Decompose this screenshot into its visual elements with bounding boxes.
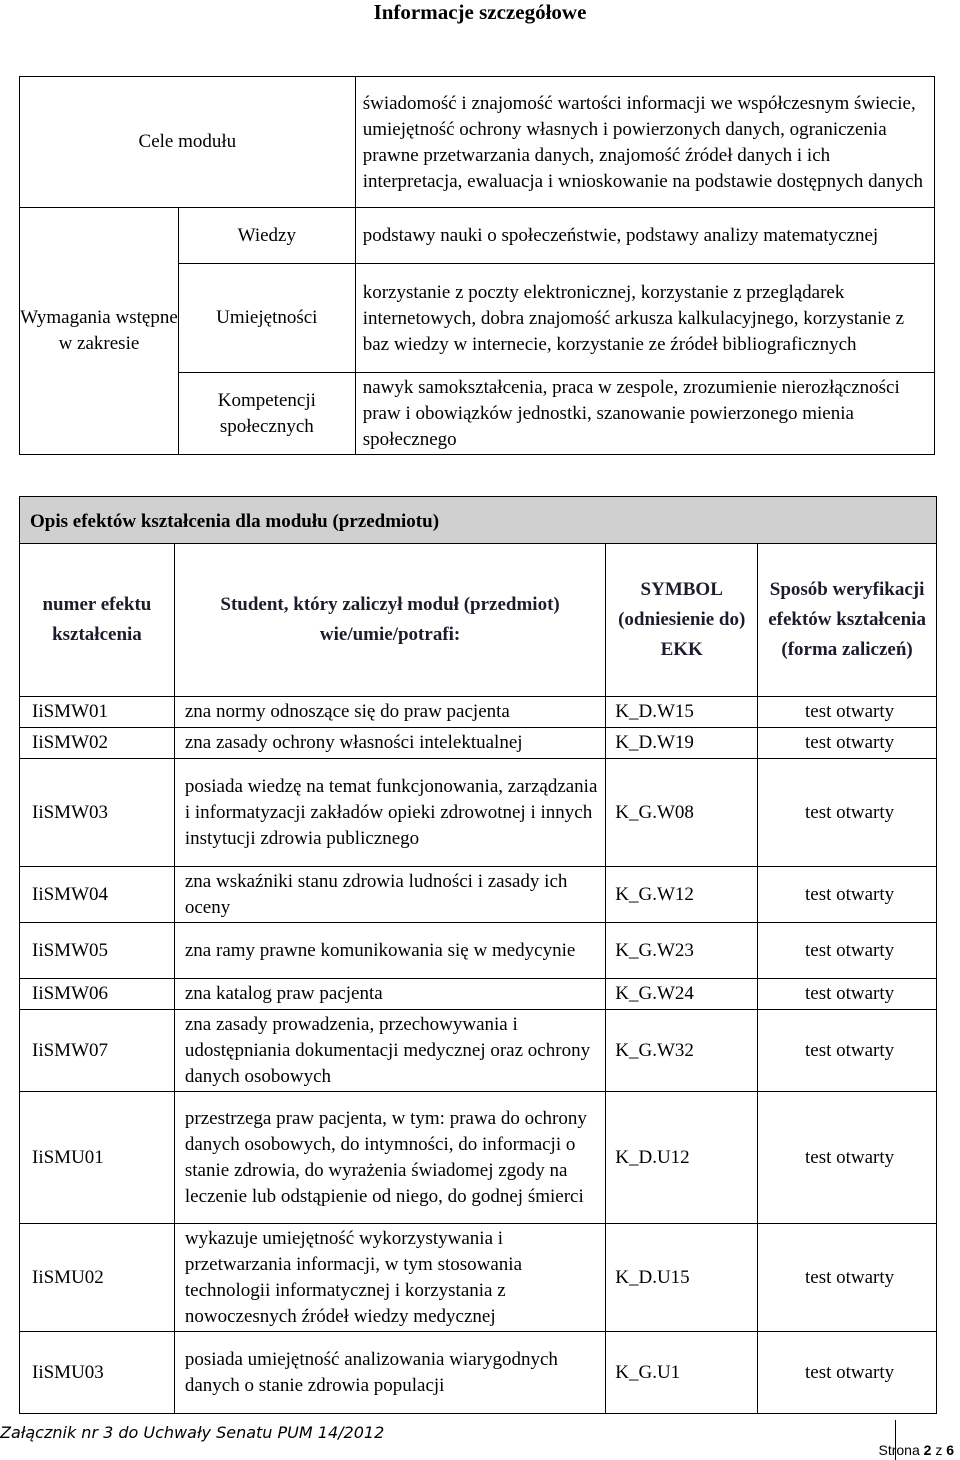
header-symbol: SYMBOL (odniesienie do) EKK <box>606 544 758 697</box>
wiedzy-label: Wiedzy <box>178 208 355 264</box>
table-row <box>20 1092 937 1224</box>
wiedzy-text: podstawy nauki o społeczeństwie, podstawy analizy matematycznej <box>355 208 934 264</box>
outcome-verification: test otwarty <box>758 759 937 867</box>
outcome-symbol: K_D.U15 <box>606 1224 758 1332</box>
outcome-verification: test otwarty <box>758 1224 937 1332</box>
outcome-verification: test otwarty <box>758 867 937 923</box>
outcome-effect: posiada wiedzę na temat funkcjonowania, zarządzania i informatyzacji zakładów opieki zdrowotnej i innych instytucji zdrowia publicznego <box>174 759 605 867</box>
outcome-effect: zna zasady prowadzenia, przechowywania i udostępniania dokumentacji medycznej oraz ochrony danych osobowych <box>174 1010 605 1092</box>
outcome-verification: test otwarty <box>758 1010 937 1092</box>
outcome-symbol: K_G.W24 <box>606 979 758 1010</box>
table-row <box>20 979 937 1010</box>
outcome-number: IiSMW01 <box>20 697 175 728</box>
outcome-verification: test otwarty <box>758 923 937 979</box>
outcome-verification: test otwarty <box>758 1332 937 1414</box>
header-verification: Sposób weryfikacji efektów kształcenia (forma zaliczeń) <box>758 544 937 697</box>
header-student: Student, który zaliczył moduł (przedmiot) wie/umie/potrafi: <box>174 544 605 697</box>
table-row <box>20 697 937 728</box>
header-number: numer efektu kształcenia <box>20 544 175 697</box>
table-row <box>20 1010 937 1092</box>
outcome-effect: wykazuje umiejętność wykorzystywania i przetwarzania informacji, w tym stosowania technologii informatycznej i korzystania z nowoczesnych źródeł wiedzy medycznej <box>174 1224 605 1332</box>
outcomes-table <box>19 496 937 1414</box>
outcome-effect: zna zasady ochrony własności intelektualnej <box>174 728 605 759</box>
outcome-effect: zna ramy prawne komunikowania się w medycynie <box>174 923 605 979</box>
outcome-symbol: K_D.W19 <box>606 728 758 759</box>
table-row <box>20 759 937 867</box>
cele-row <box>20 77 935 208</box>
outcome-verification: test otwarty <box>758 697 937 728</box>
outcome-symbol: K_G.W23 <box>606 923 758 979</box>
outcome-number: IiSMU03 <box>20 1332 175 1414</box>
outcome-symbol: K_G.W12 <box>606 867 758 923</box>
outcomes-title-row <box>20 497 937 544</box>
page-number <box>878 1442 954 1458</box>
footer-attachment-note: Załącznik nr 3 do Uchwały Senatu PUM 14/2012 <box>0 1423 385 1442</box>
page-of: z <box>935 1442 943 1458</box>
table-row <box>20 1224 937 1332</box>
module-info-table <box>19 76 935 455</box>
page-title: Informacje szczegółowe <box>373 0 587 24</box>
page-current: 2 <box>923 1442 932 1458</box>
outcome-effect: zna normy odnoszące się do praw pacjenta <box>174 697 605 728</box>
table-row <box>20 923 937 979</box>
outcome-verification: test otwarty <box>758 728 937 759</box>
outcome-symbol: K_G.W32 <box>606 1010 758 1092</box>
table-row <box>20 867 937 923</box>
wymagania-label: Wymagania wstępne w zakresie <box>20 208 179 455</box>
outcome-effect: posiada umiejętność analizowania wiarygodnych danych o stanie zdrowia populacji <box>174 1332 605 1414</box>
outcome-number: IiSMW03 <box>20 759 175 867</box>
table-row <box>20 1332 937 1414</box>
outcomes-header-row <box>20 544 937 697</box>
cele-label: Cele modułu <box>20 77 356 208</box>
umiejetnosci-text: korzystanie z poczty elektronicznej, korzystanie z przeglądarek internetowych, dobra znajomość arkusza kalkulacyjnego, korzystanie z baz wiedzy w internecie, korzystanie ze źródeł bibliograficznych <box>355 264 934 373</box>
outcome-number: IiSMW04 <box>20 867 175 923</box>
outcome-number: IiSMU02 <box>20 1224 175 1332</box>
outcome-symbol: K_D.W15 <box>606 697 758 728</box>
kompetencje-label: Kompetencji społecznych <box>178 373 355 455</box>
table-row <box>20 728 937 759</box>
outcomes-section-title: Opis efektów kształcenia dla modułu (przedmiotu) <box>20 497 937 544</box>
outcome-verification: test otwarty <box>758 1092 937 1224</box>
outcome-symbol: K_D.U12 <box>606 1092 758 1224</box>
page-total: 6 <box>946 1442 954 1458</box>
wiedzy-row <box>20 208 935 264</box>
umiejetnosci-label: Umiejętności <box>178 264 355 373</box>
outcome-effect: zna wskaźniki stanu zdrowia ludności i zasady ich oceny <box>174 867 605 923</box>
outcome-effect: przestrzega praw pacjenta, w tym: prawa do ochrony danych osobowych, do intymności, do informacji o stanie zdrowia, do wyrażenia świadomej zgody na leczenie lub odstąpienie od niego, do godnej śmierci <box>174 1092 605 1224</box>
outcome-verification: test otwarty <box>758 979 937 1010</box>
page-prefix: Strona <box>878 1442 920 1458</box>
outcome-effect: zna katalog praw pacjenta <box>174 979 605 1010</box>
outcome-number: IiSMW05 <box>20 923 175 979</box>
outcome-symbol: K_G.W08 <box>606 759 758 867</box>
outcome-number: IiSMW07 <box>20 1010 175 1092</box>
outcome-symbol: K_G.U1 <box>606 1332 758 1414</box>
outcome-number: IiSMW02 <box>20 728 175 759</box>
outcome-number: IiSMU01 <box>20 1092 175 1224</box>
kompetencje-text: nawyk samokształcenia, praca w zespole, zrozumienie nierozłączności praw i obowiązków jednostki, szanowanie powierzonego mienia społecznego <box>355 373 934 455</box>
outcome-number: IiSMW06 <box>20 979 175 1010</box>
cele-text: świadomość i znajomość wartości informacji we współczesnym świecie, umiejętność ochrony własnych i powierzonych danych, ograniczenia prawne przetwarzania danych, znajomość źródeł danych i ich interpretacja, ewaluacja i wnioskowanie na podstawie dostępnych danych <box>355 77 934 208</box>
